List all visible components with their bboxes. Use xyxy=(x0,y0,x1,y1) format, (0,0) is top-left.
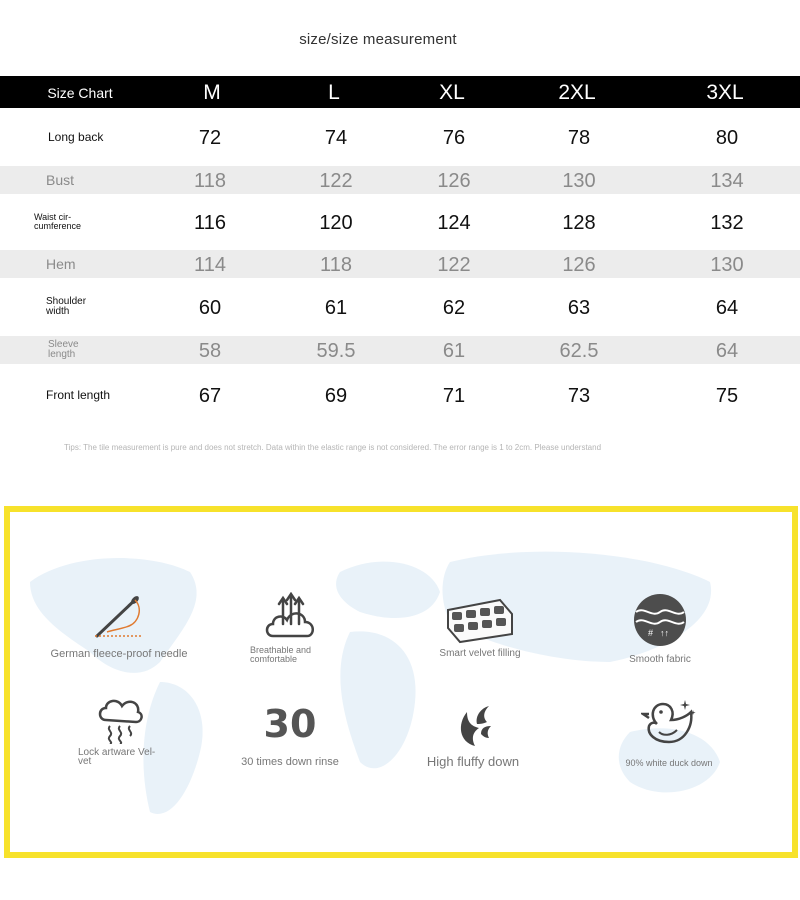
feature-label-velvet-filling: Smart velvet filling xyxy=(439,648,521,659)
number-30-icon: 30 xyxy=(263,702,317,746)
cell-l: 118 xyxy=(320,254,352,276)
header-size-m: M xyxy=(203,81,221,104)
header-size-xl: XL xyxy=(439,81,465,104)
cell-m: 72 xyxy=(198,127,222,149)
row-label: Front length xyxy=(46,388,111,402)
table-row xyxy=(0,194,800,250)
feature-needle xyxy=(24,592,214,660)
cell-2xl: 63 xyxy=(567,297,591,319)
cell-3xl: 64 xyxy=(715,297,739,319)
cell-l: 120 xyxy=(319,212,353,234)
cell-3xl: 134 xyxy=(710,170,744,192)
cell-2xl: 62.5 xyxy=(559,340,599,362)
cell-xl: 61 xyxy=(442,340,466,362)
cell-2xl: 126 xyxy=(562,254,596,276)
feature-fluffy-down xyxy=(408,704,538,769)
cell-m: 67 xyxy=(198,385,222,407)
row-label: Shoulder width xyxy=(46,296,87,317)
feature-label-needle: German fleece-proof needle xyxy=(50,648,188,660)
svg-text:#: # xyxy=(648,628,654,638)
cell-l: 74 xyxy=(324,127,348,149)
feature-label-smooth-fabric: Smooth fabric xyxy=(629,654,691,665)
cell-m: 114 xyxy=(194,254,226,276)
cell-3xl: 80 xyxy=(715,127,739,149)
feature-velvet-filling xyxy=(420,596,540,659)
cell-2xl: 130 xyxy=(562,170,596,192)
cell-3xl: 132 xyxy=(710,212,744,234)
header-size-chart: Size Chart xyxy=(47,85,113,101)
table-row xyxy=(0,278,800,336)
smooth-fabric-circle-icon xyxy=(630,592,690,648)
header-size-l: L xyxy=(328,81,340,104)
svg-text:↑↑: ↑↑ xyxy=(660,628,669,638)
row-label: Hem xyxy=(46,256,76,272)
breathable-cloud-arrows-icon xyxy=(261,592,321,642)
feature-duck-down xyxy=(604,698,734,768)
cell-l: 61 xyxy=(324,297,348,319)
table-row xyxy=(0,250,800,278)
duck-icon xyxy=(641,698,697,750)
cell-2xl: 78 xyxy=(567,127,591,149)
cell-xl: 124 xyxy=(437,212,471,234)
row-label: Waist cir- cumference xyxy=(34,212,82,231)
cell-2xl: 73 xyxy=(567,385,591,407)
feature-label-fluffy-down: High fluffy down xyxy=(426,754,520,769)
cell-3xl: 64 xyxy=(715,340,739,362)
feature-smooth-fabric xyxy=(600,592,720,665)
feature-label-duck-down: 90% white duck down xyxy=(625,758,713,768)
table-header-row xyxy=(0,76,800,108)
table-row xyxy=(0,108,800,166)
cell-l: 59.5 xyxy=(316,340,356,362)
cell-m: 58 xyxy=(198,340,222,362)
cell-m: 118 xyxy=(194,170,226,192)
row-label: Long back xyxy=(48,130,104,144)
feature-label-30-rinse: 30 times down rinse xyxy=(241,756,339,768)
table-row xyxy=(0,364,800,426)
header-size-3xl: 3XL xyxy=(706,81,744,104)
quilted-velvet-block-icon xyxy=(442,596,518,644)
cell-3xl: 75 xyxy=(715,385,739,407)
cell-m: 60 xyxy=(198,297,222,319)
cell-l: 122 xyxy=(319,170,353,192)
lock-cloud-icon xyxy=(94,696,144,744)
table-row xyxy=(0,336,800,364)
feature-label-breathable: Breathable and comfortable xyxy=(250,645,312,664)
row-label: Sleeve length xyxy=(48,339,79,360)
cell-2xl: 128 xyxy=(562,212,596,234)
feature-label-lock-velvet: Lock artware Vel- vet xyxy=(78,747,156,767)
features-panel xyxy=(4,506,798,858)
page-title: size/size measurement xyxy=(299,31,457,48)
size-chart-table xyxy=(0,76,800,426)
cell-xl: 76 xyxy=(442,127,466,149)
fluffy-feather-icon xyxy=(453,704,493,748)
cell-xl: 71 xyxy=(442,385,466,407)
feature-breathable xyxy=(236,592,346,664)
world-map-background xyxy=(10,512,792,852)
tips-note: Tips: The tile measurement is pure and does not stretch. Data within the elastic range is not considered. The error range is 1 to 2cm. Please understand xyxy=(64,443,602,452)
table-row xyxy=(0,166,800,194)
cell-3xl: 130 xyxy=(710,254,744,276)
cell-m: 116 xyxy=(194,212,226,234)
feature-lock-velvet xyxy=(66,696,186,766)
needle-thread-icon xyxy=(91,592,147,638)
header-size-2xl: 2XL xyxy=(558,81,596,104)
cell-l: 69 xyxy=(324,385,348,407)
row-label: Bust xyxy=(46,172,75,188)
cell-xl: 62 xyxy=(442,297,466,319)
feature-30-rinse xyxy=(220,702,360,768)
cell-xl: 126 xyxy=(437,170,471,192)
cell-xl: 122 xyxy=(437,254,471,276)
